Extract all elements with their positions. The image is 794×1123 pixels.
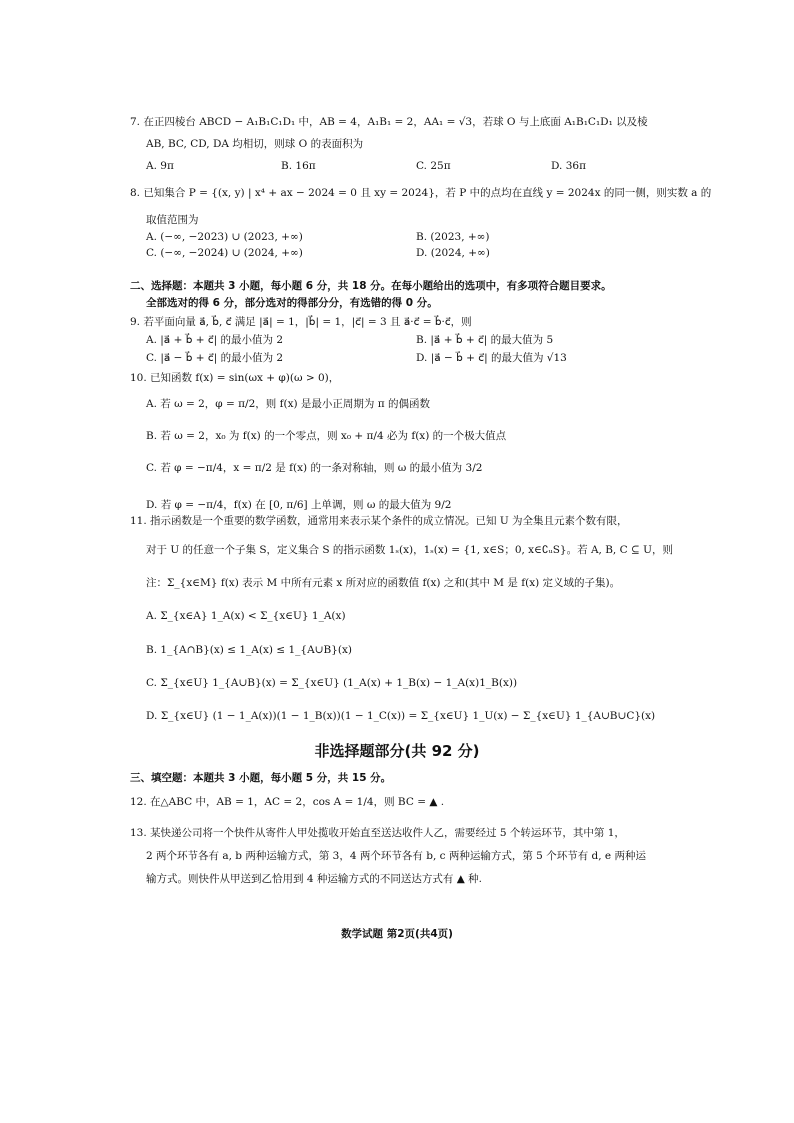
option-a: A. Σ_{x∈A} 1_A(x) < Σ_{x∈U} 1_A(x) bbox=[146, 610, 346, 623]
question-11-line-2: 对于 U 的任意一个子集 S，定义集合 S 的指示函数 1ₛ(x)，1ₛ(x) = {1, x∈S；0, x∈∁ᵤS}。若 A, B, C ⊆ U，则 bbox=[146, 544, 673, 557]
question-10-stem: 10. 已知函数 f(x) = sin(ωx + φ)(ω > 0)， bbox=[130, 372, 340, 384]
option-c: C. (−∞, −2024) ∪ (2024, +∞) bbox=[146, 247, 303, 260]
option-b: B. 1_{A∩B}(x) ≤ 1_A(x) ≤ 1_{A∪B}(x) bbox=[146, 643, 352, 656]
option-b: B. |a⃗ + b⃗ + c⃗| 的最大值为 5 bbox=[416, 334, 554, 347]
question-8 bbox=[130, 187, 712, 261]
option-b: B. 若 ω = 2，x₀ 为 f(x) 的一个零点，则 x₀ + π/4 必为 f(x) 的一个极大值点 bbox=[146, 430, 507, 443]
option-a: A. |a⃗ + b⃗ + c⃗| 的最小值为 2 bbox=[146, 334, 284, 347]
question-9-options-row-2 bbox=[130, 352, 686, 365]
question-11-line-1: 11. 指示函数是一个重要的数学函数，通常用来表示某个条件的成立情况。已知 U 为全集且元素个数有限， bbox=[130, 515, 628, 527]
section-2-line-2: 全部选对的得 6 分，部分选对的得部分分，有选错的得 0 分。 bbox=[146, 297, 438, 310]
question-9 bbox=[130, 316, 670, 365]
option-c: C. Σ_{x∈U} 1_{A∪B}(x) = Σ_{x∈U} (1_A(x) + 1_B(x) − 1_A(x)1_B(x)) bbox=[146, 676, 518, 689]
question-8-line-1: 8. 已知集合 P = {(x, y) | x⁴ + ax − 2024 = 0 且 xy = 2024}，若 P 中的点均在直线 y = 2024x 的同一侧，则实数 a 的 bbox=[130, 187, 712, 199]
question-9-stem: 9. 若平面向量 a⃗, b⃗, c⃗ 满足 |a⃗| = 1，|b⃗| = 1，|c⃗| = 3 且 a⃗·c⃗ = b⃗·c⃗，则 bbox=[130, 316, 472, 328]
option-b: B. (2023, +∞) bbox=[416, 231, 490, 244]
option-d: D. (2024, +∞) bbox=[416, 247, 490, 260]
question-13-line-2: 2 两个环节各有 a, b 两种运输方式，第 3，4 两个环节各有 b, c 两种运输方式，第 5 个环节有 d, e 两种运 bbox=[146, 850, 646, 863]
option-a: A. 9π bbox=[146, 160, 174, 173]
question-10 bbox=[130, 372, 670, 512]
question-7-line-2: AB, BC, CD, DA 均相切，则球 O 的表面积为 bbox=[146, 138, 364, 151]
question-11-note: 注：Σ_{x∈M} f(x) 表示 M 中所有元素 x 所对应的函数值 f(x) 之和(其中 M 是 f(x) 定义域的子集)。 bbox=[146, 577, 621, 590]
question-7-options bbox=[130, 160, 686, 173]
option-b: B. 16π bbox=[281, 160, 316, 173]
section-2-header bbox=[130, 280, 690, 310]
question-8-line-2: 取值范围为 bbox=[146, 214, 199, 227]
option-a: A. 若 ω = 2，φ = π/2，则 f(x) 是最小正周期为 π 的偶函数 bbox=[146, 398, 431, 411]
question-12-line: 12. 在△ABC 中，AB = 1，AC = 2，cos A = 1/4，则 BC = ▲ . bbox=[130, 796, 445, 808]
section-2-line-1: 二、选择题：本题共 3 小题，每小题 6 分，共 18 分。在每小题给出的选项中，有多项符合题目要求。 bbox=[130, 280, 612, 292]
section-3-line: 三、填空题：本题共 3 小题，每小题 5 分，共 15 分。 bbox=[130, 772, 392, 784]
option-d: D. Σ_{x∈U} (1 − 1_A(x))(1 − 1_B(x))(1 − 1_C(x)) = Σ_{x∈U} 1_U(x) − Σ_{x∈U} 1_{A∪B∪C}(x) bbox=[146, 709, 656, 722]
option-d: D. 36π bbox=[551, 160, 586, 173]
option-c: C. |a⃗ − b⃗ + c⃗| 的最小值为 2 bbox=[146, 352, 284, 365]
question-8-options-row-2 bbox=[130, 247, 686, 260]
option-a: A. (−∞, −2023) ∪ (2023, +∞) bbox=[146, 231, 303, 244]
question-9-options-row-1 bbox=[130, 334, 686, 347]
question-8-options-row-1 bbox=[130, 231, 686, 244]
page-footer: 数学试题 第2页(共4页) bbox=[341, 928, 453, 940]
section-3-header bbox=[130, 772, 670, 785]
question-13-line-1: 13. 某快递公司将一个快件从寄件人甲处揽收开始直至送达收件人乙，需要经过 5 个转运环节，其中第 1， bbox=[130, 827, 625, 839]
question-12 bbox=[130, 796, 670, 809]
option-c: C. 25π bbox=[416, 160, 451, 173]
question-13-line-3: 输方式。则快件从甲送到乙恰用到 4 种运输方式的不同送达方式有 ▲ 种. bbox=[146, 873, 482, 886]
question-7-line-1: 7. 在正四棱台 ABCD − A₁B₁C₁D₁ 中，AB = 4，A₁B₁ = 2，AA₁ = √3，若球 O 与上底面 A₁B₁C₁D₁ 以及棱 bbox=[130, 116, 648, 128]
part-2-title: 非选择题部分(共 92 分) bbox=[314, 742, 480, 760]
question-7 bbox=[130, 116, 670, 173]
question-11 bbox=[130, 515, 690, 723]
option-d: D. 若 φ = −π/4，f(x) 在 [0, π/6] 上单调，则 ω 的最大值为 9/2 bbox=[146, 498, 452, 511]
option-c: C. 若 φ = −π/4，x = π/2 是 f(x) 的一条对称轴，则 ω 的最小值为 3/2 bbox=[146, 462, 483, 475]
question-13 bbox=[130, 822, 690, 891]
option-d: D. |a⃗ − b⃗ + c⃗| 的最大值为 √13 bbox=[416, 352, 567, 365]
